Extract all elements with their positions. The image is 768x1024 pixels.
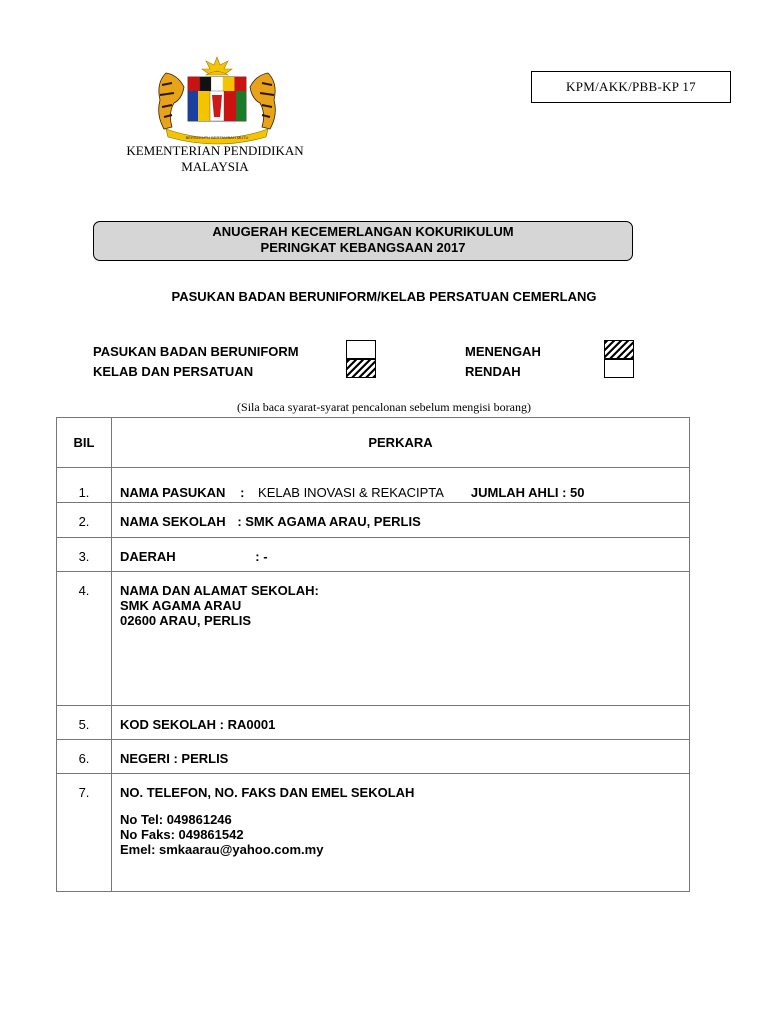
club-society-checkbox-checked[interactable] [346,359,376,378]
option-label-primary: RENDAH [465,364,521,379]
school-address-line-1: SMK AGAMA ARAU [120,598,242,613]
nomination-form-table [56,417,690,892]
table-row [57,774,690,892]
row-number: 2. [57,503,112,538]
instruction-note: (Sila baca syarat-syarat pencalonan sebelum mengisi borang) [237,400,531,414]
header-bil: BIL [57,418,112,468]
telephone: No Tel: 049861246 [120,812,232,827]
school-address-cell [112,572,690,706]
primary-checkbox[interactable] [604,359,634,378]
table-header-row [57,418,690,468]
row-number: 4. [57,572,112,706]
contact-cell [112,774,690,892]
table-row [57,468,690,503]
row-number: 3. [57,538,112,572]
school-address-line-2: 02600 ARAU, PERLIS [120,613,252,628]
award-title-box [93,221,633,261]
category-title: PASUKAN BADAN BERUNIFORM/KELAB PERSATUAN CEMERLANG [171,289,597,304]
table-row [57,706,690,740]
award-title-line-2: PERINGKAT KEBANGSAAN 2017 [260,240,466,255]
school-name-label: NAMA SEKOLAH [120,514,226,529]
member-count: JUMLAH AHLI : 50 [470,485,585,500]
district-label: DAERAH [120,549,176,564]
form-code-box: KPM/AKK/PBB-KP 17 [531,71,731,103]
contact-label: NO. TELEFON, NO. FAKS DAN EMEL SEKOLAH [120,785,415,800]
state: NEGERI : PERLIS [112,740,690,774]
team-name-cell [112,468,690,503]
header-perkara: PERKARA [112,418,690,468]
award-title-line-1: ANUGERAH KECEMERLANGAN KOKURIKULUM [212,224,514,239]
table-row [57,740,690,774]
ministry-line-1: KEMENTERIAN PENDIDIKAN [126,143,304,158]
ministry-line-2: MALAYSIA [181,159,249,174]
fax: No Faks: 049861542 [120,827,244,842]
crest-motto: BERSEKUTU BERTAMBAH MUTU [185,135,249,140]
row-number: 1. [57,468,112,503]
uniform-unit-checkbox[interactable] [346,340,376,359]
option-label-secondary: MENENGAH [465,344,541,359]
table-row [57,503,690,538]
table-row [57,572,690,706]
malaysia-coat-of-arms-icon [148,55,286,145]
school-name-value: : SMK AGAMA ARAU, PERLIS [237,514,421,529]
school-address-label: NAMA DAN ALAMAT SEKOLAH: [120,583,319,598]
district-cell [112,538,690,572]
email: Emel: smkaarau@yahoo.com.my [120,842,324,857]
row-number: 5. [57,706,112,740]
option-label-uniform: PASUKAN BADAN BERUNIFORM [93,344,299,359]
school-name-cell [112,503,690,538]
team-name-value: KELAB INOVASI & REKACIPTA [258,485,444,500]
secondary-checkbox-checked[interactable] [604,340,634,359]
row-number: 6. [57,740,112,774]
ministry-name [110,143,320,175]
row-number: 7. [57,774,112,892]
school-code: KOD SEKOLAH : RA0001 [112,706,690,740]
district-value: : - [255,549,268,564]
team-name-label: NAMA PASUKAN [120,485,226,500]
table-row [57,538,690,572]
team-name-separator: : [240,485,245,500]
option-label-club: KELAB DAN PERSATUAN [93,364,254,379]
